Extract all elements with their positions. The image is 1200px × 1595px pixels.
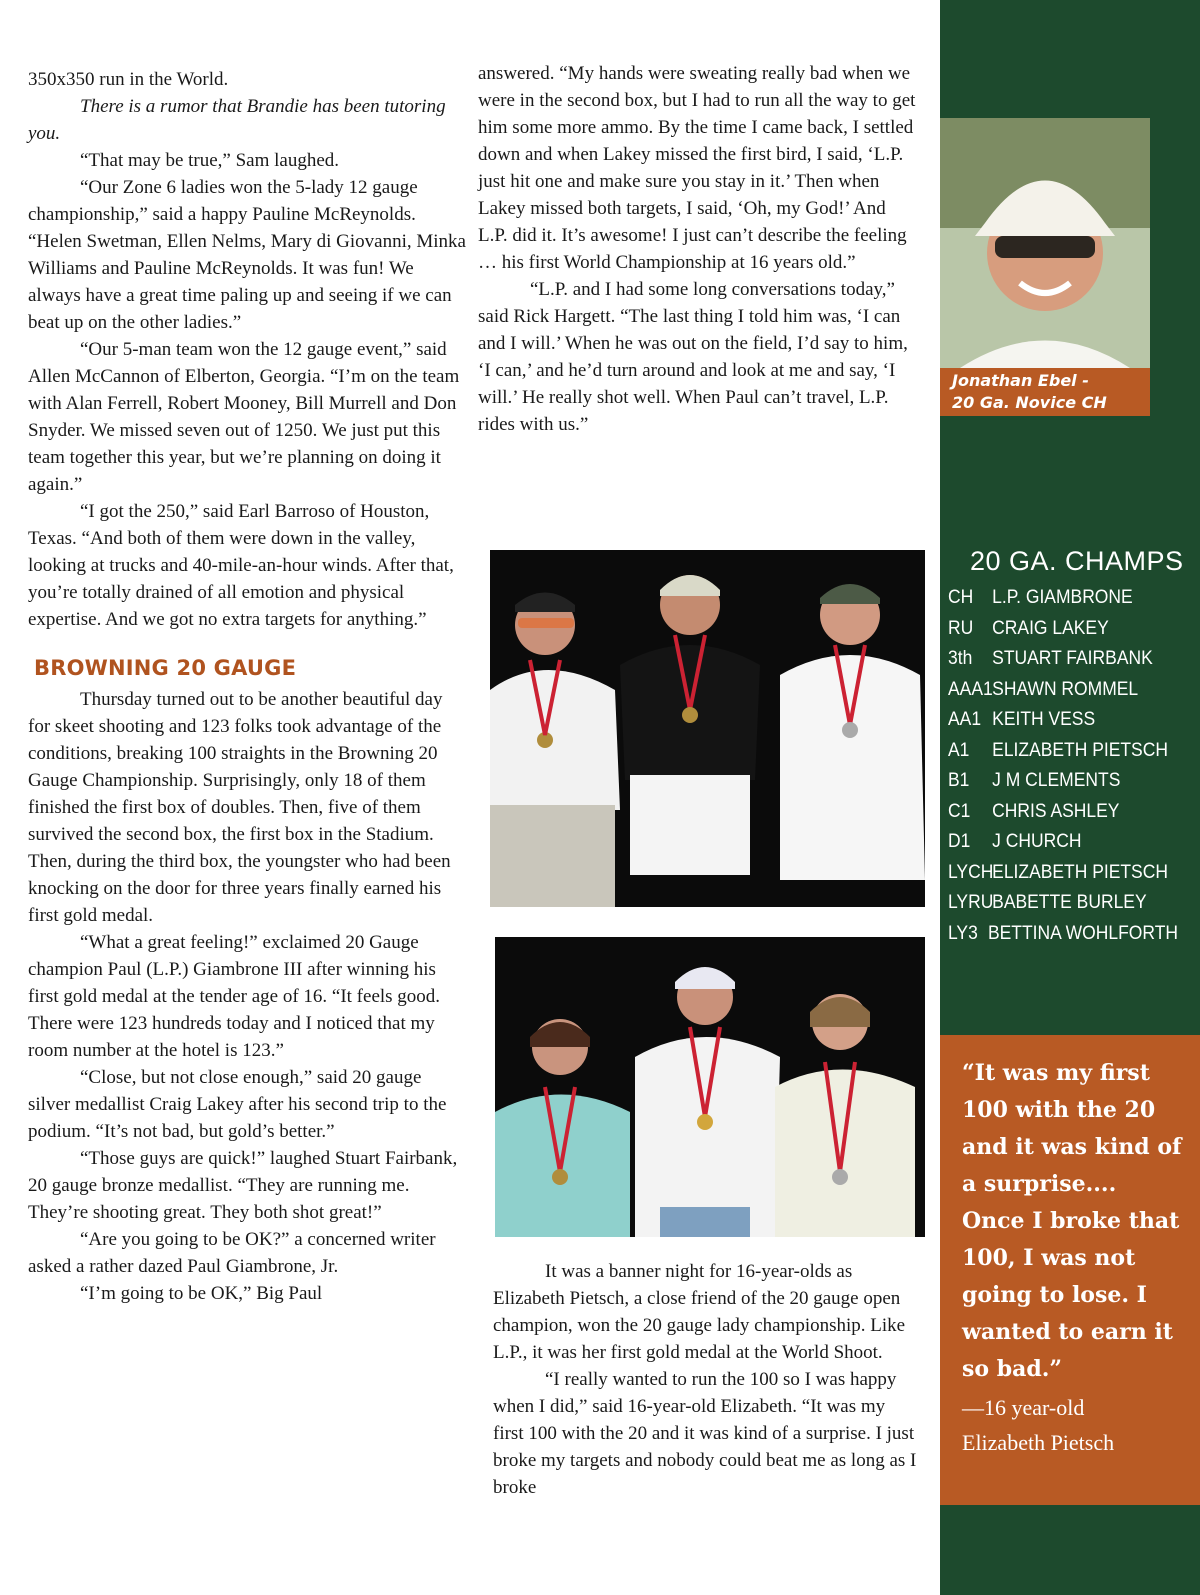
- paragraph: answered. “My hands were sweating really bad when we were in the second box, but I had to run all the way to get him some more ammo. By the time I came back, I settled down and when Lakey missed the first bird, I said, ‘L.P. just hit one and make sure you stay in it.’ Then when Lakey missed both targets, I said, ‘Oh, my God!’ And L.P. did it. It’s awesome! I just can’t describe the feeling … his first World Championship at 16 years old.”: [478, 63, 916, 273]
- champion-class: AA1: [948, 709, 982, 730]
- champion-row: [948, 888, 1178, 919]
- section-subhead: BROWNING 20 GAUGE: [34, 656, 297, 680]
- paragraph: “I got the 250,” said Earl Barroso of Houston, Texas. “And both of them were down in the valley, looking at trucks and 40-mile-an-hour winds. After that, you’re totally drained of all emotion and physical expertise. And we got no extra targets for anything.”: [28, 501, 454, 630]
- champion-row: [948, 827, 1178, 858]
- champion-class: LYRU: [948, 892, 994, 913]
- paragraph: “Our Zone 6 ladies won the 5-lady 12 gauge championship,” said a happy Pauline McReynolds. “Helen Swetman, Ellen Nelms, Mary di Giovanni, Minka Williams and Pauline McReynolds. It was fun! We always have a great time paling up and seeing if we can beat up on the other ladies.”: [28, 177, 466, 333]
- champion-row: [948, 858, 1178, 889]
- paragraph: “What a great feeling!” exclaimed 20 Gauge champion Paul (L.P.) Giambrone III after winning his first gold medal at the tender age of 16. “It feels good. There were 123 hundreds today and I noticed that my room number at the hotel is 123.”: [28, 932, 441, 1061]
- champion-name: KEITH VESS: [992, 709, 1096, 730]
- champion-row: [948, 675, 1178, 706]
- paragraph: Thursday turned out to be another beautiful day for skeet shooting and 123 folks took advantage of the conditions, breaking 100 straights in the Browning 20 Gauge Championship. Surprisingly, only 18 of them finished the first box of doubles. Then, five of them survived the second box, the first box in the Stadium. Then, during the third box, the youngster who had been knocking on the door for three years finally earned his first gold medal.: [28, 689, 451, 926]
- paragraph: “Close, but not close enough,” said 20 gauge silver medallist Craig Lakey after his second trip to the podium. “It’s not bad, but gold’s better.”: [28, 1067, 447, 1142]
- champion-name: BABETTE BURLEY: [992, 892, 1147, 913]
- champions-rows: [948, 583, 1198, 949]
- champion-name: ELIZABETH PIETSCH: [992, 861, 1168, 883]
- headshot-photo: [940, 118, 1150, 368]
- champion-class: AAA1: [948, 678, 993, 700]
- champion-row: [948, 614, 1178, 645]
- caption-line-2: 20 Ga. Novice CH: [952, 393, 1107, 412]
- medalists-photo-illustration: [490, 550, 925, 907]
- champion-class: LY3: [948, 922, 978, 944]
- champion-name: BETTINA WOHLFORTH: [987, 922, 1178, 944]
- paragraph-italic-question: There is a rumor that Brandie has been tutoring you.: [28, 96, 446, 144]
- champion-class: D1: [948, 831, 971, 852]
- champion-name: SHAWN ROMMEL: [992, 678, 1139, 700]
- champion-class: RU: [948, 617, 974, 639]
- champion-row: [948, 766, 1178, 797]
- quote-attribution-line-2: Elizabeth Pietsch: [962, 1430, 1115, 1455]
- champions-list: [948, 546, 1198, 949]
- champion-name: ELIZABETH PIETSCH: [992, 739, 1168, 761]
- champion-row: [948, 583, 1178, 614]
- photo-20-gauge-lady-medalists: [495, 937, 925, 1237]
- paragraph: It was a banner night for 16-year-olds as Elizabeth Pietsch, a close friend of the 20 gauge open champion, won the 20 gauge lady championship. Like L.P., it was her first gold medal at the World Shoot.: [493, 1261, 906, 1363]
- article-column-1: [28, 66, 468, 1307]
- paragraph: “Are you going to be OK?” a concerned writer asked a rather dazed Paul Giambrone, Jr.: [28, 1229, 436, 1277]
- champion-name: STUART FAIRBANK: [992, 648, 1153, 669]
- article-column-2-continued: [493, 1258, 918, 1501]
- champion-row: [948, 644, 1178, 675]
- pull-quote-box: [940, 1035, 1200, 1505]
- champion-row: [948, 736, 1178, 767]
- champion-name: J M CLEMENTS: [992, 770, 1121, 791]
- article-column-2: [478, 60, 918, 438]
- champion-class: A1: [948, 739, 970, 761]
- champion-name: CRAIG LAKEY: [992, 617, 1109, 639]
- champion-name: CHRIS ASHLEY: [992, 800, 1120, 822]
- paragraph: “Our 5-man team won the 12 gauge event,” said Allen McCannon of Elberton, Georgia. “I’m on the team with Alan Ferrell, Robert Mooney, Bill Murrell and Don Snyder. We missed seven out of 1250. We just put this team together this year, but we’re planning on doing it again.”: [28, 339, 460, 495]
- headshot-illustration: [940, 118, 1150, 368]
- champion-name: L.P. GIAMBRONE: [992, 587, 1133, 608]
- paragraph: “Those guys are quick!” laughed Stuart Fairbank, 20 gauge bronze medallist. “They are running me. They’re shooting great. They both shot great!”: [28, 1148, 458, 1223]
- caption-line-1: Jonathan Ebel -: [952, 371, 1089, 390]
- paragraph: “I really wanted to run the 100 so I was happy when I did,” said 16-year-old Elizabeth. “It was my first 100 with the 20 and it was kind of a surprise. I just broke my targets and nobody could beat me as long as I broke: [493, 1369, 917, 1498]
- champion-row: [948, 705, 1178, 736]
- paragraph: “That may be true,” Sam laughed.: [80, 150, 340, 171]
- champion-row: [948, 919, 1178, 950]
- paragraph: “I’m going to be OK,” Big Paul: [80, 1283, 323, 1304]
- champions-title: 20 GA. CHAMPS: [970, 546, 1184, 576]
- champion-class: B1: [948, 770, 970, 791]
- champion-class: 3th: [948, 648, 973, 669]
- champion-name: J CHURCH: [992, 831, 1082, 852]
- headshot-caption: [940, 368, 1150, 416]
- lady-medalists-photo-illustration: [495, 937, 925, 1237]
- champion-class: LYCH: [948, 861, 994, 883]
- photo-20-gauge-medalists: [490, 550, 925, 907]
- champion-row: [948, 797, 1178, 828]
- champion-class: C1: [948, 800, 971, 822]
- pull-quote: “It was my first 100 with the 20 and it was kind of a surprise.... Once I broke that 100, I was not going to lose. I wanted to earn it so bad.”: [962, 1060, 1182, 1382]
- champion-class: CH: [948, 587, 974, 608]
- quote-attribution-line-1: —16 year-old: [962, 1395, 1085, 1420]
- paragraph: 350x350 run in the World.: [28, 69, 229, 90]
- paragraph: “L.P. and I had some long conversations today,” said Rick Hargett. “The last thing I told him was, ‘I can and I will.’ When he was out on the field, I’d say to him, ‘I can,’ and he’d turn around and look at me and say, ‘I will.’ He really shot well. When Paul can’t travel, L.P. rides with us.”: [478, 279, 908, 435]
